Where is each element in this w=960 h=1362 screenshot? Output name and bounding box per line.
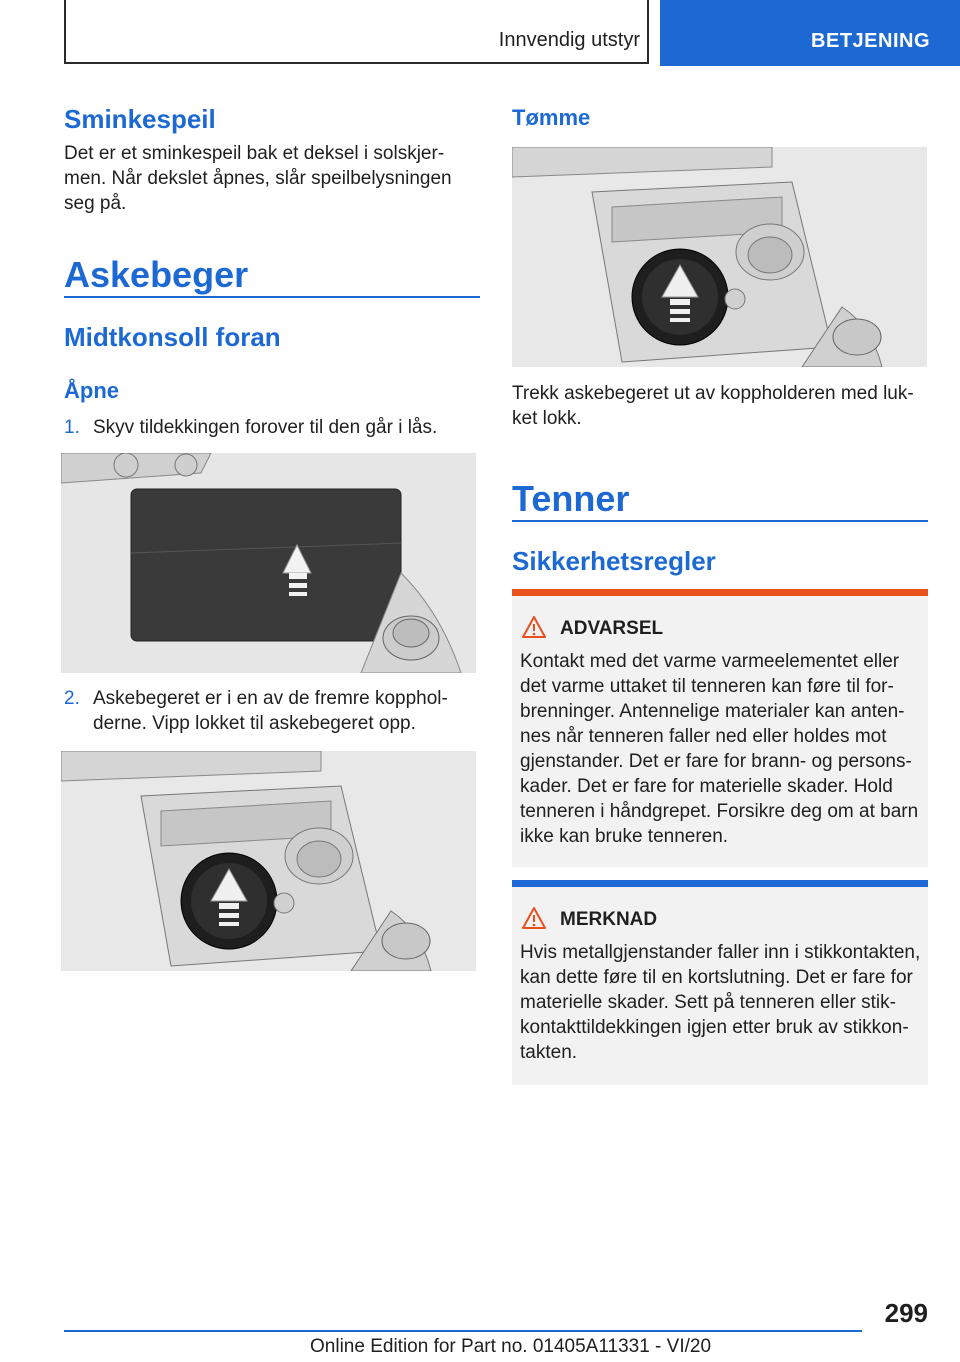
text-line: Askebegeret er i en av de fremre kopphol- (93, 688, 448, 709)
text-line: men. Når dekslet åpnes, slår speilbelysningen (64, 168, 452, 189)
text-line: kontakttildekkingen igjen etter bruk av stikkon- (520, 1017, 909, 1038)
header-chapter-label: BETJENING (811, 30, 930, 52)
text-line: kan dette føre til en kortslutning. Det er fare for (520, 967, 913, 988)
heading-sikkerhetsregler: Sikkerhetsregler (512, 546, 716, 576)
text-line: seg på. (64, 193, 127, 214)
heading-rule (64, 296, 480, 298)
text-line: gjenstander. Det er fare for brann- og persons- (520, 751, 912, 772)
heading-tomme: Tømme (512, 105, 591, 130)
step-number: 1. (64, 417, 80, 438)
header-section-title: Innvendig utstyr (498, 29, 640, 51)
text-line: nes når tenneren faller ned eller holdes mot (520, 726, 887, 747)
text-line: Trekk askebegeret ut av koppholderen med luk- (512, 383, 914, 404)
warning-box (512, 589, 928, 867)
heading-rule (512, 520, 928, 522)
ashtray-remove-illustration (512, 147, 927, 367)
notice-title: MERKNAD (560, 909, 658, 930)
notice-box (512, 880, 928, 1085)
text-line: brenninger. Antennelige materialer kan anten- (520, 701, 905, 722)
figure-ashtray-remove (512, 147, 927, 367)
step-text (93, 686, 483, 736)
footer-edition: Online Edition for Part no. 01405A11331 - VI/20 (310, 1336, 712, 1357)
warning-bar (512, 589, 928, 596)
warning-text (520, 649, 925, 849)
header-chapter-tab[interactable] (660, 0, 960, 66)
heading-apne: Åpne (64, 378, 119, 403)
step-number: 2. (64, 688, 80, 709)
text-line: tenneren i håndgrepet. Forsikre deg om at barn (520, 801, 919, 822)
figure-ashtray-cupholder-open (61, 751, 476, 971)
footer-rule (64, 1330, 862, 1332)
notice-bar (512, 880, 928, 887)
console-cover-illustration (61, 453, 476, 673)
ashtray-open-illustration (61, 751, 476, 971)
notice-text (520, 940, 925, 1065)
text-line: Hvis metallgjenstander faller inn i stikkontakten, (520, 942, 921, 963)
page-number: 299 (884, 1298, 928, 1328)
notice-triangle-icon (521, 906, 547, 930)
text-line: ket lokk. (512, 408, 582, 429)
text-line: kader. Det er fare for materielle skader. Hold (520, 776, 893, 797)
heading-tenner: Tenner (512, 478, 630, 519)
text-line: takten. (520, 1042, 578, 1063)
text-line: materielle skader. Sett på tenneren eller stik- (520, 992, 896, 1013)
text-line: det varme uttaket til tenneren kan føre til for- (520, 676, 894, 697)
heading-midtkonsoll: Midtkonsoll foran (64, 322, 281, 352)
step-text: Skyv tildekkingen forover til den går i lås. (93, 417, 438, 438)
text-line: ikke kan bruke tenneren. (520, 826, 729, 847)
warning-triangle-icon (521, 615, 547, 639)
text-line: Kontakt med det varme varmeelementet eller (520, 651, 900, 672)
sminkespeil-paragraph (64, 141, 484, 216)
tomme-paragraph (512, 381, 928, 431)
heading-sminkespeil: Sminkespeil (64, 104, 216, 134)
warning-title: ADVARSEL (560, 618, 664, 639)
text-line: Det er et sminkespeil bak et deksel i solskjer- (64, 143, 445, 164)
text-line: derne. Vipp lokket til askebegeret opp. (93, 713, 416, 734)
figure-console-cover (61, 453, 476, 673)
heading-askebeger: Askebeger (64, 254, 249, 295)
